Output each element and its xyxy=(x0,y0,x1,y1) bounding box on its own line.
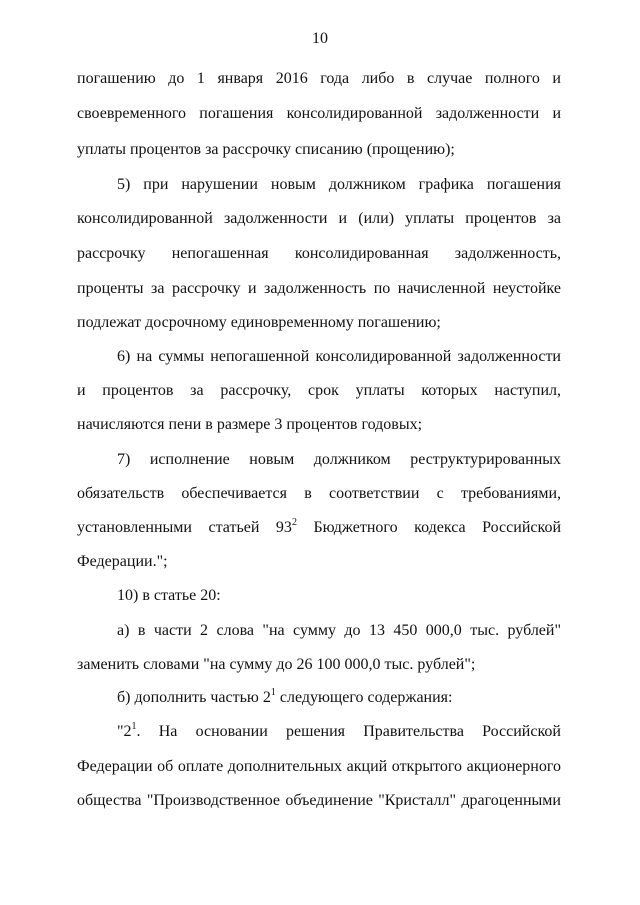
text-span: установленными статьей 93 xyxy=(77,519,292,536)
text-line: погашению до 1 января 2016 года либо в случае полного и xyxy=(77,70,561,87)
text-line xyxy=(77,517,561,539)
text-span: "2 xyxy=(117,723,132,740)
text-line: подлежат досрочному единовременному погашению; xyxy=(77,314,441,331)
text-line: 6) на суммы непогашенной консолидированной задолженности xyxy=(117,348,561,365)
superscript: 1 xyxy=(270,687,276,698)
superscript: 2 xyxy=(291,517,297,528)
text-line: а) в части 2 слова "на сумму до 13 450 000,0 тыс. рублей" xyxy=(117,622,561,639)
text-line: обязательств обеспечивается в соответствии с требованиями, xyxy=(77,485,561,502)
text-line: проценты за рассрочку и задолженность по начисленной неустойке xyxy=(77,280,561,297)
text-line: Федерации."; xyxy=(77,553,168,570)
text-line: 10) в статье 20: xyxy=(117,587,221,604)
text-line: 5) при нарушении новым должником графика погашения xyxy=(117,176,561,193)
text-span: б) дополнить частью 2 xyxy=(117,689,271,706)
text-line: Федерации об оплате дополнительных акций открытого акционерного xyxy=(77,758,561,775)
text-line xyxy=(117,687,561,709)
text-line: консолидированной задолженности и (или) уплаты процентов за xyxy=(77,210,561,227)
text-span: Бюджетного кодекса Российской xyxy=(296,519,562,536)
text-line: начисляются пени в размере 3 процентов годовых; xyxy=(77,416,423,433)
text-line: общества "Производственное объединение "Кристалл" драгоценными xyxy=(77,792,561,809)
page-number: 10 xyxy=(312,30,328,47)
text-line: уплаты процентов за рассрочку списанию (прощению); xyxy=(77,141,455,158)
text-line: своевременного погашения консолидированной задолженности и xyxy=(77,105,561,122)
text-line: заменить словами "на сумму до 26 100 000,0 тыс. рублей"; xyxy=(77,656,476,673)
superscript: 1 xyxy=(131,721,137,732)
text-line xyxy=(117,721,561,743)
text-line: 7) исполнение новым должником реструктурированных xyxy=(117,451,561,468)
text-span: следующего содержания: xyxy=(275,689,453,706)
text-line: рассрочку непогашенная консолидированная задолженность, xyxy=(77,245,561,262)
text-span: . На основании решения Правительства Российской xyxy=(136,723,561,740)
text-line: и процентов за рассрочку, срок уплаты которых наступил, xyxy=(77,382,561,399)
